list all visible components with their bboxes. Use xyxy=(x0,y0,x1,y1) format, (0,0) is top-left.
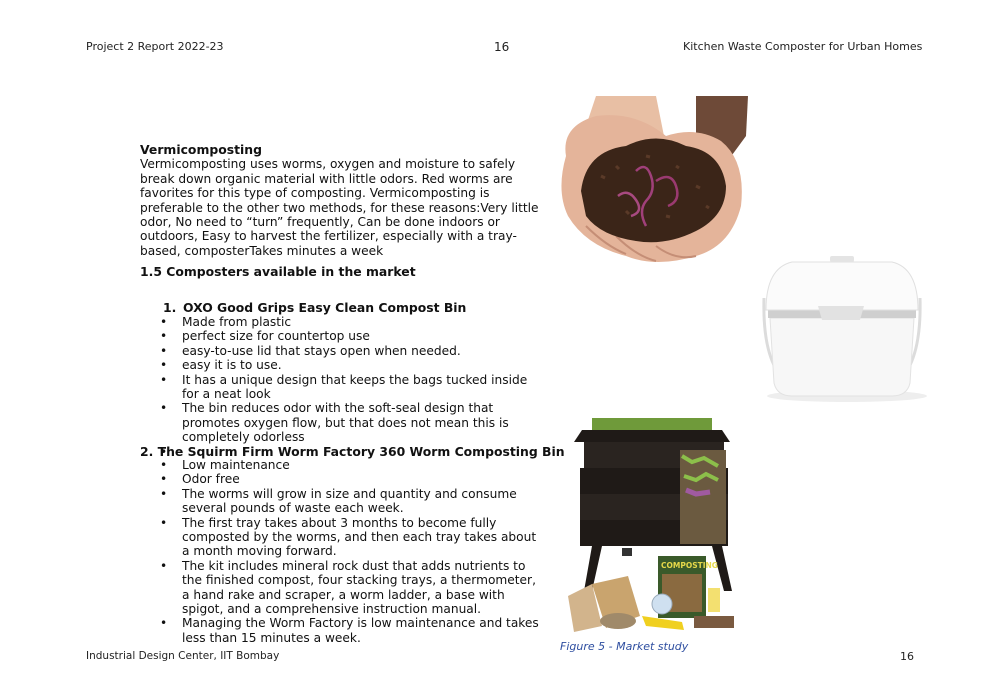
product2-bullets xyxy=(160,458,540,645)
worm-factory-image xyxy=(562,416,742,634)
product1-bullets xyxy=(160,315,540,459)
vermicomposting-paragraph: Vermicomposting uses worms, oxygen and moisture to safely break down organic material with little odors. Red worms are favorites for this type of composting. Vermicomposting is preferable to the other two methods, for these reasons:Very little odor, No need to “turn” frequently, Can be done indoors or outdoors, Easy to harvest the fertilizer, especially with a tray-based, composterTakes minutes a week xyxy=(140,157,539,258)
bin-body xyxy=(770,318,914,396)
product1-title xyxy=(163,300,466,315)
list-item: • Made from plastic xyxy=(160,315,540,329)
hand-rake xyxy=(642,616,684,630)
list-item: • The bin reduces odor with the soft-seal design that promotes oxygen flow, but that does not mean this is completely odorless xyxy=(160,401,540,444)
list-item: • Low maintenance xyxy=(160,458,540,472)
list-item: • perfect size for countertop use xyxy=(160,329,540,343)
coir-brick xyxy=(694,616,734,628)
cutaway-compost xyxy=(680,450,726,544)
book-title: COMPOSTING xyxy=(661,561,718,570)
vermicomposting-section xyxy=(140,143,540,258)
product2-title: 2. The Squirm Firm Worm Factory 360 Worm Composting Bin xyxy=(140,444,565,459)
spigot xyxy=(622,548,632,556)
rock-dust xyxy=(708,588,720,612)
lid-top xyxy=(592,418,712,430)
section-title: 1.5 Composters available in the market xyxy=(140,264,416,279)
cd-disc xyxy=(652,594,672,614)
product1-title-text: OXO Good Grips Easy Clean Compost Bin xyxy=(183,300,467,315)
figure-caption: Figure 5 - Market study xyxy=(560,640,689,653)
lid-tab xyxy=(830,256,854,262)
lid-latch xyxy=(818,306,864,320)
footer-page-number: 16 xyxy=(900,650,914,663)
vermicomposting-title: Vermicomposting xyxy=(140,142,262,157)
footer-left: Industrial Design Center, IIT Bombay xyxy=(86,650,280,662)
list-item: • Odor free xyxy=(160,472,540,486)
list-item: • The first tray takes about 3 months to become fully composted by the worms, and then each tray takes about a month moving forward. xyxy=(160,516,540,559)
list-item: • easy-to-use lid that stays open when needed. xyxy=(160,344,540,358)
oxo-compost-bin-image xyxy=(752,248,932,403)
lid xyxy=(574,430,730,442)
list-item: • easy it is to use. xyxy=(160,358,540,372)
header-right: Kitchen Waste Composter for Urban Homes xyxy=(683,40,923,53)
list-item: • The worms will grow in size and quantity and consume several pounds of waste each week. xyxy=(160,487,540,516)
list-item: • Managing the Worm Factory is low maintenance and takes less than 15 minutes a week. xyxy=(160,616,540,645)
hands-soil-worms-image xyxy=(556,96,752,268)
list-item: • It has a unique design that keeps the bags tucked inside for a neat look xyxy=(160,373,540,402)
header-page-number: 16 xyxy=(494,40,510,54)
list-item: • The kit includes mineral rock dust that adds nutrients to the finished compost, four stacking trays, a thermometer, a hand rake and scraper, a worm ladder, a base with spigot, and a comprehensive instruction manual. xyxy=(160,559,540,617)
header-left: Project 2 Report 2022-23 xyxy=(86,40,224,53)
bin-lid xyxy=(766,262,918,310)
coir-chips xyxy=(600,613,636,629)
product1-number: 1. xyxy=(163,300,177,315)
